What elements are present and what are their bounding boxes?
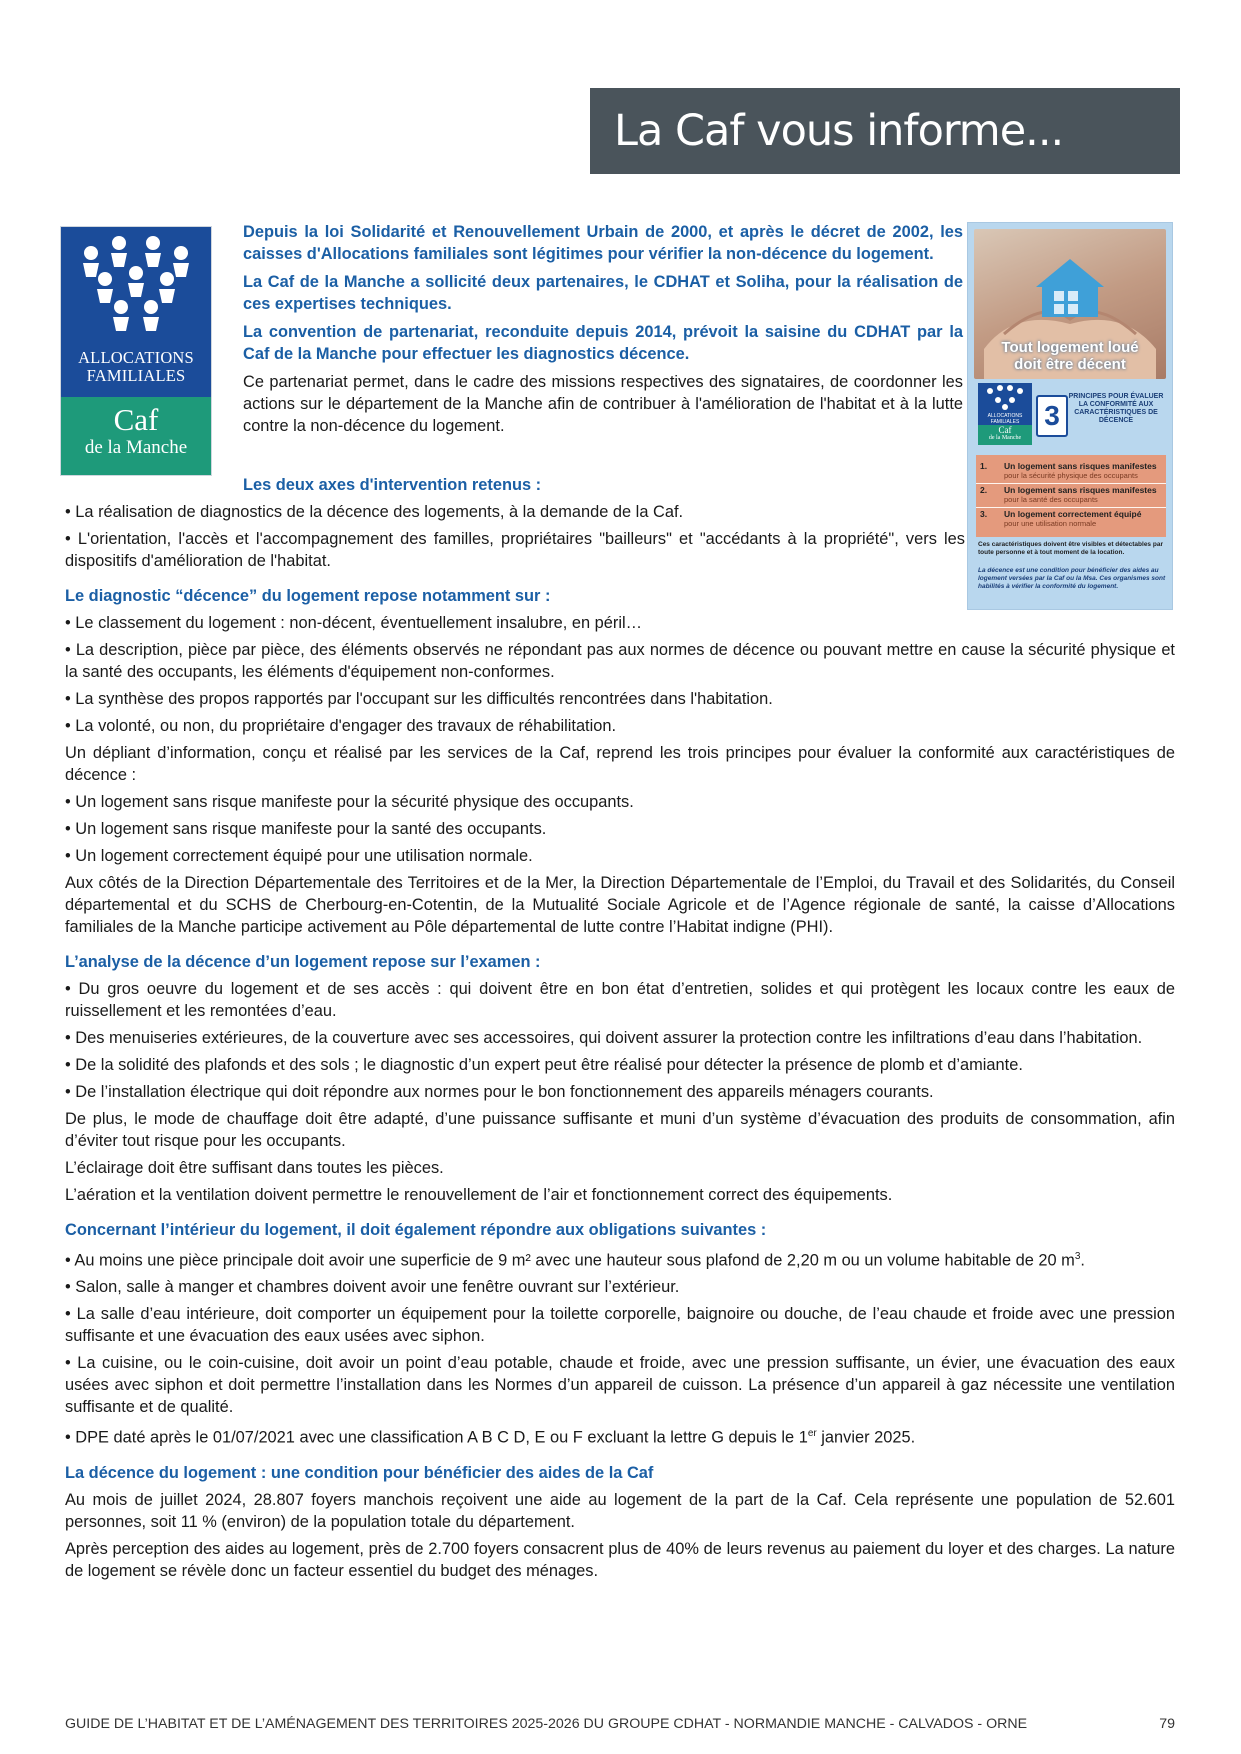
brochure-caf-logo bbox=[978, 383, 1032, 445]
brochure-item-text: Un logement sans risques manifestes bbox=[1004, 461, 1157, 471]
list-item: • Un logement sans risque manifeste pour la santé des occupants. bbox=[65, 820, 547, 838]
condition-paragraph-1: Au mois de juillet 2024, 28.807 foyers manchois reçoivent une aide au logement de la part de la Caf. Cela représente une population de 52.601 personnes, soit 11 % (environ) de la population totale du département. bbox=[65, 1490, 1175, 1531]
caf-logo-region: de la Manche bbox=[84, 437, 188, 458]
condition-title: La décence du logement : une condition pour bénéficier des aides de la Caf bbox=[65, 1463, 654, 1482]
list-item: • La salle d’eau intérieure, doit comporter un équipement pour la toilette corporelle, baignoire ou douche, de l’eau chaude et froide avec une pression suffisante et une évacuation des eaux usées avec siphon. bbox=[65, 1305, 1175, 1346]
brochure-logo-af: ALLOCATIONS FAMILIALES bbox=[987, 413, 1023, 425]
superscript: er bbox=[807, 1428, 817, 1440]
caf-logo-allocations bbox=[61, 349, 211, 385]
intro-paragraph-4: Ce partenariat permet, dans le cadre des missions respectives des signataires, de coordonner les actions sur le département de la Manche afin de contribuer à l'amélioration de l'habitat et à la lutte contre la non-décence du logement. bbox=[243, 373, 963, 435]
eclairage-paragraph: L’éclairage doit être suffisant dans toutes les pièces. bbox=[65, 1159, 444, 1177]
dpe-text: • DPE daté après le 01/07/2021 avec une classification A B C D, E ou F excluant la lettre G depuis le 1 bbox=[65, 1428, 808, 1447]
caf-logo bbox=[60, 226, 212, 476]
brochure-logo-caf: Caf bbox=[998, 425, 1012, 435]
intro-paragraph-1: Depuis la loi Solidarité et Renouvellement Urbain de 2000, et après le décret de 2002, les caisses d'Allocations familiales sont légitimes pour vérifier la non-décence du logement. bbox=[243, 223, 963, 263]
interieur-item1-end: . bbox=[1080, 1251, 1085, 1270]
brochure-text-2: La décence est une condition pour bénéficier des aides au logement versées par la Caf ou la Msa. Ces organismes sont habilités à vérifier la conformité du logement. bbox=[978, 567, 1166, 590]
caf-logo-bottom bbox=[61, 397, 211, 476]
intro-paragraph-2: La Caf de la Manche a sollicité deux partenaires, le CDHAT et Soliha, pour la réalisation de ces expertises techniques. bbox=[243, 273, 963, 313]
brochure-item-text: Un logement sans risques manifestes bbox=[1004, 485, 1157, 495]
list-item: • Le classement du logement : non-décent, éventuellement insalubre, en péril… bbox=[65, 614, 643, 632]
interieur-item1-text: • Au moins une pièce principale doit avoir une superficie de 9 m² avec une hauteur sous plafond de 2,20 m ou un volume habitable de 20 m bbox=[65, 1251, 1075, 1270]
brochure-item-num: 3. bbox=[980, 509, 988, 519]
list-item: • La volonté, ou non, du propriétaire d'engager des travaux de réhabilitation. bbox=[65, 717, 617, 735]
page-footer bbox=[65, 1716, 1175, 1732]
brochure-logo-bottom bbox=[978, 425, 1032, 445]
list-item: • Un logement correctement équipé pour une utilisation normale. bbox=[65, 847, 533, 865]
brochure-text-1: Ces caractéristiques doivent être visibles et détectables par toute personne et à tout moment de la location. bbox=[978, 541, 1163, 556]
list-item: • La réalisation de diagnostics de la décence des logements, à la demande de la Caf. bbox=[65, 503, 684, 521]
list-item: • De l’installation électrique qui doit répondre aux normes pour le bon fonctionnement des appareils ménagers courants. bbox=[65, 1083, 934, 1101]
intro-paragraph-3: La convention de partenariat, reconduite depuis 2014, prévoit la saisine du CDHAT par la Caf de la Manche pour effectuer les diagnostics décence. bbox=[243, 323, 963, 363]
depliant-paragraph: Un dépliant d’information, conçu et réalisé par les services de la Caf, reprend les trois principes pour évaluer la conformité aux caractéristiques de décence : bbox=[65, 744, 1175, 784]
brochure-title-line1: Tout logement loué bbox=[1001, 339, 1139, 356]
list-item: • Un logement sans risque manifeste pour la sécurité physique des occupants. bbox=[65, 793, 634, 811]
page-header bbox=[590, 88, 1180, 174]
caf-brochure-image bbox=[967, 222, 1173, 610]
caf-logo-line2: FAMILIALES bbox=[86, 366, 186, 385]
divider bbox=[976, 483, 1166, 484]
aeration-paragraph: L’aération et la ventilation doivent permettre le renouvellement de l’air et fonctionnement correct des équipements. bbox=[65, 1186, 893, 1204]
brochure-principles-list bbox=[976, 455, 1166, 537]
main-content bbox=[65, 585, 1175, 1587]
list-item bbox=[65, 1423, 1175, 1448]
superscript: 3 bbox=[1074, 1251, 1081, 1262]
family-figures-icon bbox=[61, 227, 211, 352]
brochure-item-num: 2. bbox=[980, 485, 988, 495]
divider bbox=[976, 507, 1166, 508]
dpe-text-end: janvier 2025. bbox=[816, 1428, 916, 1447]
footer-text: GUIDE DE L’HABITAT ET DE L’AMÉNAGEMENT DES TERRITOIRES 2025-2026 DU GROUPE CDHAT - NORMANDIE MANCHE - CALVADOS - ORNE bbox=[65, 1716, 1028, 1732]
list-item: • La cuisine, ou le coin-cuisine, doit avoir un point d’eau potable, chaude et froide, avec une pression suffisante, un évier, une évacuation des eaux usées avec siphon et doit permettre l’installation dans les Normes d’un appareil de cuisson. La présence d’un appareil à gaz nécessite une ventilation suffisante et de qualité. bbox=[65, 1354, 1175, 1417]
caf-logo-brand: Caf bbox=[113, 402, 159, 437]
brochure-item-num: 1. bbox=[980, 461, 988, 471]
list-item bbox=[65, 1246, 1175, 1271]
intro-section bbox=[243, 221, 963, 443]
brochure-item-sub: pour la sécurité physique des occupants bbox=[1004, 471, 1138, 480]
brochure-title bbox=[974, 339, 1166, 373]
brochure-item-sub: pour la santé des occupants bbox=[1004, 495, 1098, 504]
list-item: • Du gros oeuvre du logement et de ses accès : qui doivent être en bon état d’entretien, solides et qui protègent les locaux contre les eaux de ruissellement et les remontées d’eau. bbox=[65, 980, 1175, 1020]
header-title: La Caf vous informe... bbox=[614, 106, 1064, 156]
pole-paragraph: Aux côtés de la Direction Départementale des Territoires et de la Mer, la Direction Départementale de l’Emploi, du Travail et des Solidarités, du Conseil départemental et du SCHS de Cherbourg-en-Cotentin, de la Mutualité Sociale Agricole et de l’Agence régionale de santé, la caisse d’Allocations familiales de la Manche participe activement au Pôle départemental de lutte contre l’Habitat indigne (PHI). bbox=[65, 874, 1175, 936]
brochure-logo-region: de la Manche bbox=[988, 435, 1022, 441]
analyse-title: L’analyse de la décence d’un logement repose sur l’examen : bbox=[65, 953, 541, 971]
interieur-title: Concernant l’intérieur du logement, il doit également répondre aux obligations suivantes : bbox=[65, 1221, 767, 1239]
caf-logo-line1: ALLOCATIONS bbox=[78, 348, 194, 367]
chauffage-paragraph: De plus, le mode de chauffage doit être adapté, d’une puissance suffisante et muni d’un système d’évacuation des produits de consommation, afin d’éviter tout risque pour les occupants. bbox=[65, 1110, 1175, 1150]
list-item: • L'orientation, l'accès et l'accompagnement des familles, propriétaires "bailleurs" et "accédants à la propriété", vers les dispositifs d'amélioration de l'habitat. bbox=[65, 530, 965, 570]
brochure-family-icon bbox=[978, 383, 1032, 413]
axes-list bbox=[65, 501, 965, 577]
axes-title: Les deux axes d'intervention retenus : bbox=[243, 476, 542, 494]
brochure-item-text: Un logement correctement équipé bbox=[1004, 509, 1142, 519]
page-number: 79 bbox=[1159, 1716, 1175, 1732]
list-item: • De la solidité des plafonds et des sols ; le diagnostic d’un expert peut être réalisé pour détecter la présence de plomb et d’amiante. bbox=[65, 1056, 1023, 1074]
diagnostic-title: Le diagnostic “décence” du logement repose notamment sur : bbox=[65, 587, 551, 605]
brochure-number: 3 bbox=[1036, 395, 1068, 437]
condition-paragraph-2: Après perception des aides au logement, près de 2.700 foyers consacrent plus de 40% de leurs revenus au paiement du loyer et des charges. La nature de logement se révèle donc un facteur essentiel du budget des ménages. bbox=[65, 1539, 1175, 1580]
brochure-principles-heading: PRINCIPES POUR ÉVALUER LA CONFORMITÉ AUX CARACTÉRISTIQUES DE DÉCENCE bbox=[1068, 393, 1164, 424]
brochure-title-line2: doit être décent bbox=[1014, 356, 1126, 373]
list-item: • Des menuiseries extérieures, de la couverture avec ses accessoires, qui doivent assurer la protection contre les infiltrations d’eau dans l’habitation. bbox=[65, 1029, 1143, 1047]
list-item: • La description, pièce par pièce, des éléments observés ne répondant pas aux normes de décence ou pouvant mettre en cause la sécurité physique et la santé des occupants, les éléments d'équipement non-conformes. bbox=[65, 641, 1175, 681]
list-item: • Salon, salle à manger et chambres doivent avoir une fenêtre ouvrant sur l’extérieur. bbox=[65, 1278, 680, 1297]
list-item: • La synthèse des propos rapportés par l'occupant sur les difficultés rencontrées dans l'habitation. bbox=[65, 690, 773, 708]
brochure-item-sub: pour une utilisation normale bbox=[1004, 519, 1097, 528]
